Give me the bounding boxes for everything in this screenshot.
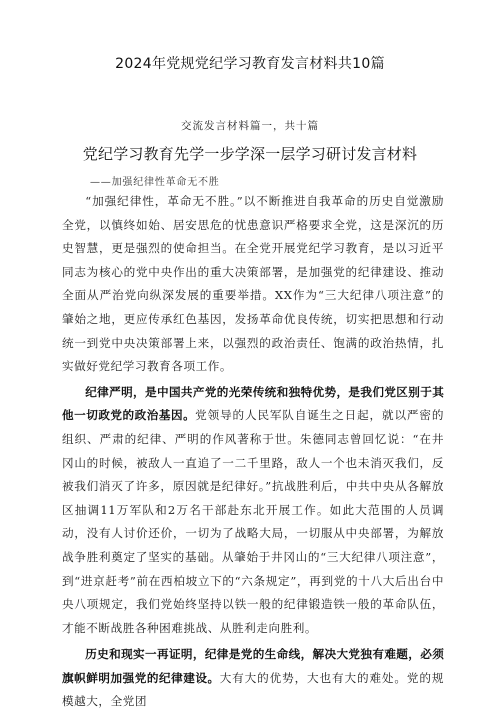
paragraph-3-lead: 历史和现实一再证明，纪律是党的生命线，解决大党独有难题，必须旗帜鲜明加强党的纪律建设。 (62, 647, 444, 685)
article-body (62, 190, 444, 714)
paragraph-2-lead: 纪律严明，是中国共产党的光荣传统和独特优势，是我们党区别于其他一切政党的政治基因。 (62, 384, 444, 423)
paragraph-3 (62, 643, 444, 714)
paragraph-1-text: “加强纪律性，革命无不胜。”以不断推进自我革命的历史自觉激励全党，以慎终如始、居安思危的忧患意识严格要求全党，这是深沉的历史智慧，更是强烈的使命担当。在全党开展党纪学习教育，是以习近平同志为核心的党中央作出的重大决策部署，是加强党的纪律建设、推动全面从严治党向纵深发展的重要举措。XX作为“三大纪律八项注意”的肇始之地，更应传承红色基因，发扬革命优良传统，切实把思想和行动统一到党中央决策部署上来，以强烈的政治责任、饱满的政治热情，扎实做好党纪学习教育各项工作。 (62, 194, 444, 374)
paragraph-1 (62, 190, 444, 379)
section-subheading: 交流发言材料篇一，共十篇 (181, 120, 319, 132)
paragraph-3-text: 大有大的优势，大也有大的难处。党的规模越大，全党团 (62, 670, 444, 709)
paragraph-2-text: 党领导的人民军队自诞生之日起，就以严密的组织、严肃的纪律、严明的作风著称于世。朱德同志曾回忆说：“在井冈山的时候，被敌人一直追了一二千里路，敌人一个也未消灭我们，反被我们消灭了许多，原因就是纪律好。”抗战胜利后，中共中央从各解放区抽调11万军队和2万名干部赴东北开展工作。如此大范围的人员调动，没有人讨价还价，一切为了战略大局，一切服从中央部署，为解放战争胜利奠定了坚实的基础。从肇始于井冈山的“三大纪律八项注意”，到“进京赶考”前在西柏坡立下的“六条规定”，再到党的十八大后出台中央八项规定，我们党始终坚持以铁一般的纪律锻造铁一般的革命队伍，才能不断战胜各种困难挑战、从胜利走向胜利。 (62, 408, 444, 635)
article-heading: 党纪学习教育先学一步学深一层学习研讨发言材料 (82, 145, 418, 163)
paragraph-2 (62, 381, 444, 641)
document-title: 2024年党规党纪学习教育发言材料共10篇 (115, 56, 385, 72)
article-byline: ——加强纪律性革命无不胜 (90, 177, 220, 188)
